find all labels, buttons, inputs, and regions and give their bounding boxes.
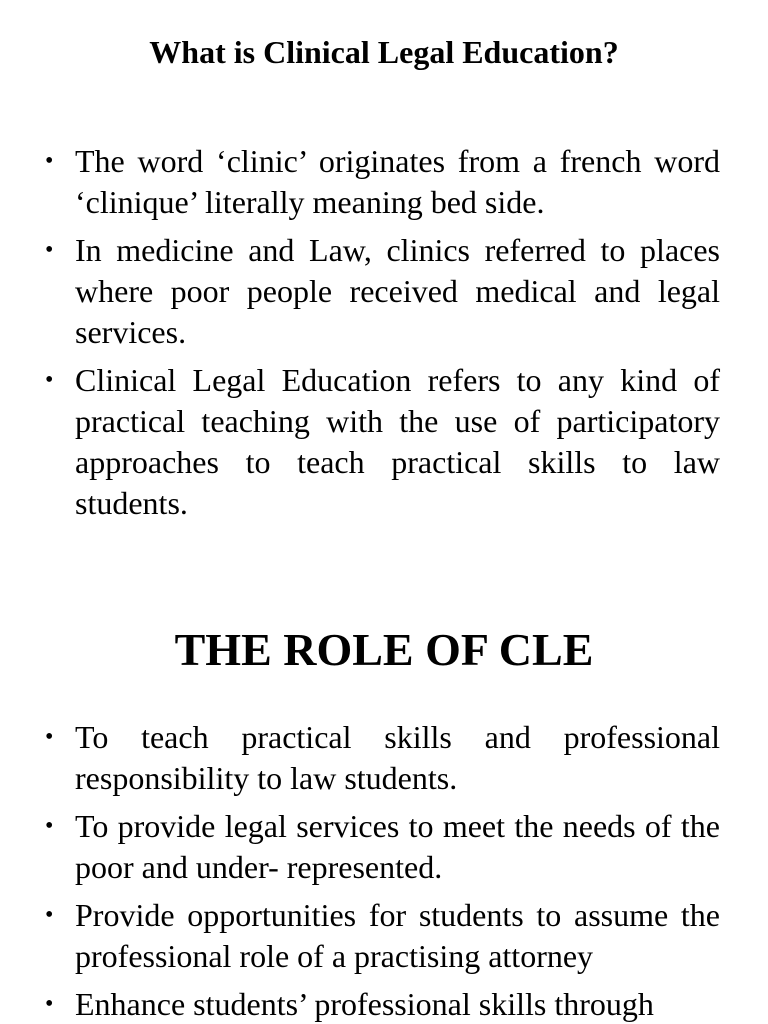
list-item	[45, 141, 720, 223]
list-item	[45, 717, 720, 799]
bullet-icon: •	[45, 148, 54, 174]
bullet-list	[0, 141, 768, 531]
list-item-text: Clinical Legal Education refers to any kind of practical teaching with the use of participatory approaches to teach practical skills to law students.	[75, 362, 720, 521]
list-item-text: To teach practical skills and professional responsibility to law students.	[75, 719, 720, 796]
list-item-text: To provide legal services to meet the needs of the poor and under- represented.	[75, 808, 720, 885]
bullet-icon: •	[45, 813, 54, 839]
slide-title: What is Clinical Legal Education?	[149, 34, 619, 70]
list-item-text: Provide opportunities for students to assume the professional role of a practising attorney	[75, 897, 720, 974]
list-item	[45, 360, 720, 524]
list-item	[45, 984, 720, 1024]
bullet-icon: •	[45, 367, 54, 393]
bullet-icon: •	[45, 724, 54, 750]
bullet-icon: •	[45, 991, 54, 1017]
slide-role-of-cle	[0, 560, 768, 1024]
bullet-list	[0, 717, 768, 1024]
bullet-icon: •	[45, 902, 54, 928]
list-item	[45, 895, 720, 977]
list-item-text: Enhance students’ professional skills through	[75, 986, 654, 1022]
list-item	[45, 230, 720, 353]
slide-title: THE ROLE OF CLE	[174, 624, 594, 675]
list-item-text: The word ‘clinic’ originates from a french word ‘clinique’ literally meaning bed side.	[75, 143, 720, 220]
list-item-text: In medicine and Law, clinics referred to places where poor people received medical and legal services.	[75, 232, 720, 350]
bullet-icon: •	[45, 237, 54, 263]
list-item	[45, 806, 720, 888]
